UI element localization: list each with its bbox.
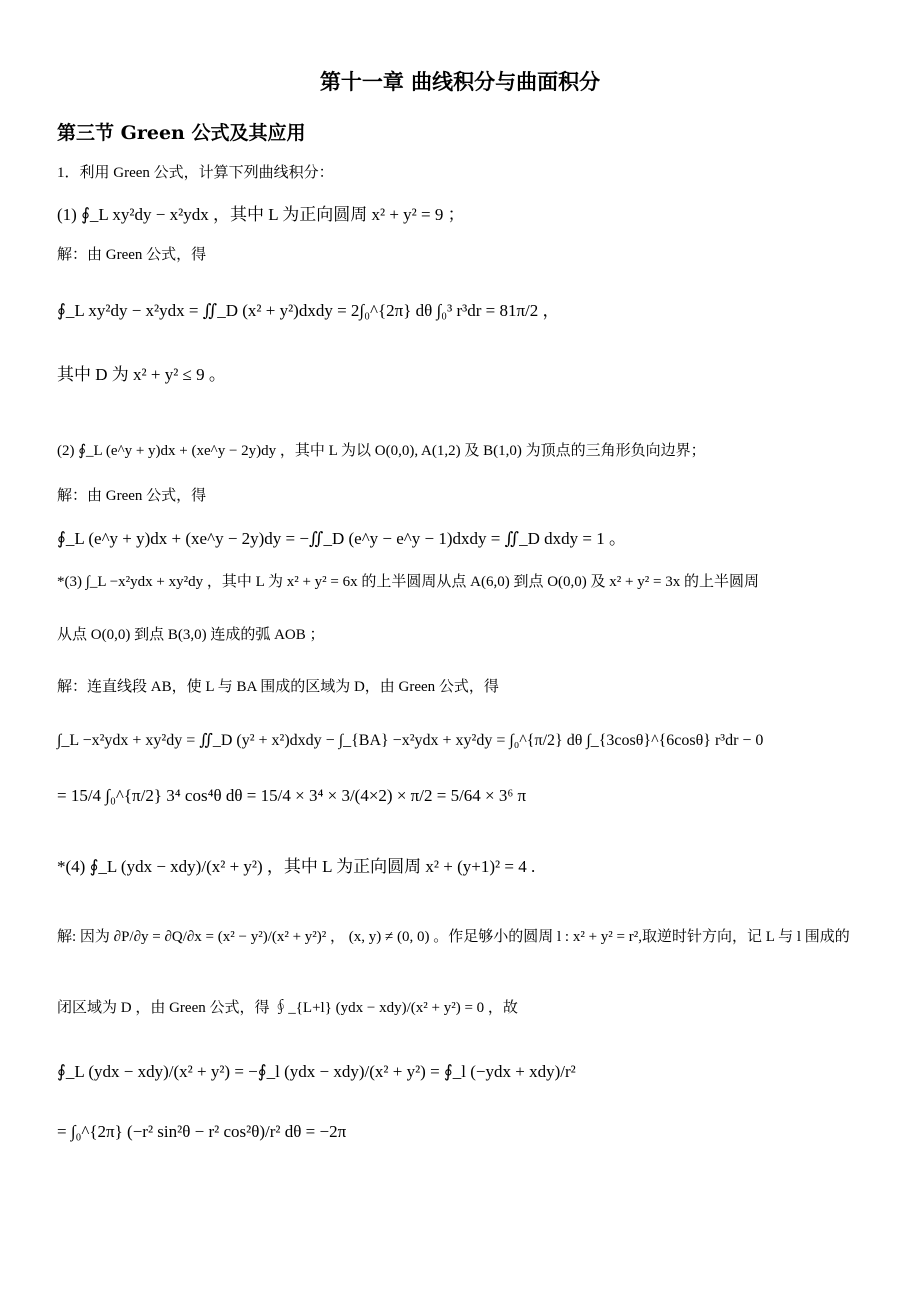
solution-1-equation: ∮_L xy²dy − x²ydx = ∬_D (x² + y²)dxdy = 2∫₀^{2π} dθ ∫₀³ r³dr = 81π/2 ，: [57, 301, 560, 320]
solution-4-equation-2: = ∫₀^{2π} (−r² sin²θ − r² cos²θ)/r² dθ = −2π: [57, 1122, 347, 1141]
solution-3-intro: 解：连直线段 AB，使 L 与 BA 围成的区域为 D，由 Green 公式，得: [57, 679, 499, 695]
problem-3-line-1: *(3) ∫_L −x²ydx + xy²dy ，其中 L 为 x² + y² = 6x 的上半圆周从点 A(6,0) 到点 O(0,0) 及 x² + y² = 3x 的上半圆周: [57, 574, 759, 590]
solution-4-continuation: 闭区域为 D ，由 Green 公式，得 ∮_{L+l} (ydx − xdy)/(x² + y²) = 0 ，故: [57, 1000, 518, 1016]
section-title: 第三节 Green 公式及其应用: [57, 122, 306, 144]
solution-1-note: 其中 D 为 x² + y² ≤ 9 。: [57, 365, 226, 384]
chapter-title: 第十一章 曲线积分与曲面积分: [319, 69, 601, 94]
problem-intro: 1．利用 Green 公式，计算下列曲线积分：: [57, 165, 334, 181]
problem-1: (1) ∮_L xy²dy − x²ydx ，其中 L 为正向圆周 x² + y² = 9 ；: [57, 205, 465, 224]
solution-1-intro: 解：由 Green 公式，得: [57, 247, 207, 263]
solution-2-equation: ∮_L (e^y + y)dx + (xe^y − 2y)dy = −∬_D (e^y − e^y − 1)dxdy = ∬_D dxdy = 1 。: [57, 529, 626, 548]
solution-2-intro: 解：由 Green 公式，得: [57, 488, 207, 504]
solution-4-intro: 解: 因为 ∂P/∂y = ∂Q/∂x = (x² − y²)/(x² + y²)² ， (x, y) ≠ (0, 0) 。作足够小的圆周 l : x² + y² = r²,取逆时针方向，记 L 与 l 围成的: [57, 929, 850, 945]
problem-2: (2) ∮_L (e^y + y)dx + (xe^y − 2y)dy ，其中 L 为以 O(0,0), A(1,2) 及 B(1,0) 为顶点的三角形负向边界；: [57, 443, 706, 459]
problem-3-line-2: 从点 O(0,0) 到点 B(3,0) 连成的弧 AOB ；: [57, 627, 325, 643]
solution-3-equation-2: = 15/4 ∫₀^{π/2} 3⁴ cos⁴θ dθ = 15/4 × 3⁴ × 3/(4×2) × π/2 = 5/64 × 3⁶ π: [57, 786, 527, 805]
solution-4-equation-1: ∮_L (ydx − xdy)/(x² + y²) = −∮_l (ydx − xdy)/(x² + y²) = ∮_l (−ydx + xdy)/r²: [57, 1062, 576, 1081]
problem-4: *(4) ∮_L (ydx − xdy)/(x² + y²) ，其中 L 为正向圆周 x² + (y+1)² = 4 .: [57, 857, 536, 876]
solution-3-equation-1: ∫_L −x²ydx + xy²dy = ∬_D (y² + x²)dxdy − ∫_{BA} −x²ydx + xy²dy = ∫₀^{π/2} dθ ∫_{3cosθ}^{6cosθ} r³dr − 0: [57, 732, 764, 749]
